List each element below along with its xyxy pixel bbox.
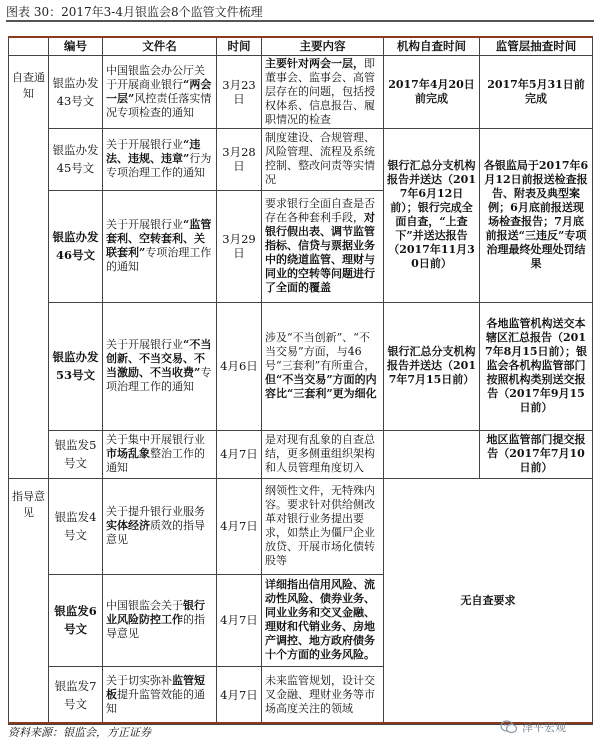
row-time: 4月7日 bbox=[217, 478, 262, 574]
row-name: 中国银监会办公厅关于开展商业银行“两会一层”风控责任落实情况专项检查的通知 bbox=[103, 55, 217, 128]
row-name: 关于开展银行业“监管套利、空转套利、关联套利”专项治理工作的通知 bbox=[103, 190, 217, 302]
row-name: 关于开展银行业“违法、违规、违章”行为专项治理工作的通知 bbox=[103, 128, 217, 190]
row-content: 主要针对两会一层，即董事会、监事会、高管层存在的问题，包括授权体系、信息报告、履职情况的检查 bbox=[262, 55, 384, 128]
shared-supervision-45-46: 各银监局于2017年6月12日前报送检查报告、附表及典型案例；6月底前报送现场检查报告；7月底前报送“三违反”专项治理最终处理处罚结果 bbox=[480, 128, 593, 302]
table-row bbox=[9, 128, 593, 190]
row-self-check-empty bbox=[384, 430, 480, 478]
row-time: 4月7日 bbox=[217, 430, 262, 478]
regulation-table bbox=[8, 36, 593, 725]
header-supervision: 监管层抽查时间 bbox=[480, 37, 593, 55]
row-content: 未来监管规划，设计交叉金融、理财业务等市场高度关注的领域 bbox=[262, 666, 384, 724]
header-category bbox=[9, 37, 49, 55]
row-supervision: 各地监管机构送交本辖区汇总报告（2017年8月15日前）；银监会各机构监管部门按照机构类别送交报告（2017年9月15日前） bbox=[480, 302, 593, 430]
row-name: 关于集中开展银行业市场乱象整治工作的通知 bbox=[103, 430, 217, 478]
watermark-text: 泽平宏观 bbox=[522, 721, 566, 734]
row-docno: 银监发4号文 bbox=[49, 478, 103, 574]
row-content: 是对现有乱象的自查总结，更多侧重组织架构和人员管理角度切入 bbox=[262, 430, 384, 478]
table-row bbox=[9, 302, 593, 430]
row-docno: 银监办发45号文 bbox=[49, 128, 103, 190]
row-name: 关于切实弥补监管短板提升监管效能的通知 bbox=[103, 666, 217, 724]
row-time: 3月29日 bbox=[217, 190, 262, 302]
header-content: 主要内容 bbox=[262, 37, 384, 55]
row-content: 制度建设、合规管理、风险管理、流程及系统控制、整改问责等实情况 bbox=[262, 128, 384, 190]
category-guidance: 指导意见 bbox=[9, 478, 49, 724]
source-note: 资料来源：银监会，方正证券 bbox=[8, 722, 592, 742]
row-time: 4月7日 bbox=[217, 666, 262, 724]
row-supervision: 2017年5月31日前完成 bbox=[480, 55, 593, 128]
category-self-check-notice: 自查通知 bbox=[9, 55, 49, 478]
row-self-check: 银行汇总分支机构报告并送达（2017年7月15日前） bbox=[384, 302, 480, 430]
table-row bbox=[9, 55, 593, 128]
row-name: 关于提升银行业服务实体经济质效的指导意见 bbox=[103, 478, 217, 574]
row-docno: 银监办发53号文 bbox=[49, 302, 103, 430]
figure-title: 图表 30：2017年3-4月银监会8个监管文件梳理 bbox=[6, 2, 594, 22]
row-docno: 银监办发46号文 bbox=[49, 190, 103, 302]
no-self-check-note: 无自查要求 bbox=[384, 478, 593, 724]
shared-self-check-45-46: 银行汇总分支机构报告并送达（2017年6月12日前）；银行完成全面自查，“上查下”并送达报告（2017年11月30日前） bbox=[384, 128, 480, 302]
row-content: 纲领性文件，无特殊内容。要求针对供给侧改革对银行业务提出要求，如禁止为僵尸企业放贷、开展市场化债转股等 bbox=[262, 478, 384, 574]
row-self-check: 2017年4月20日前完成 bbox=[384, 55, 480, 128]
row-content: 详细指出信用风险、流动性风险、债券业务、同业业务和交叉金融、理财和代销业务、房地产调控、地方政府债务十个方面的业务风险。 bbox=[262, 574, 384, 666]
row-docno: 银监发6号文 bbox=[49, 574, 103, 666]
row-docno: 银监发5号文 bbox=[49, 430, 103, 478]
wechat-icon bbox=[500, 719, 518, 735]
row-time: 4月6日 bbox=[217, 302, 262, 430]
row-name: 关于开展银行业“不当创新、不当交易、不当激励、不当收费”专项治理工作的通知 bbox=[103, 302, 217, 430]
row-docno: 银监办发43号文 bbox=[49, 55, 103, 128]
row-docno: 银监发7号文 bbox=[49, 666, 103, 724]
row-content: 要求银行全面自查是否存在各种套利手段，对银行假出表、调节监管指标、信贷与票据业务中的绕道监管、理财与同业的空转等问题进行了全面的覆盖 bbox=[262, 190, 384, 302]
table-row bbox=[9, 430, 593, 478]
row-time: 4月7日 bbox=[217, 574, 262, 666]
header-name: 文件名 bbox=[103, 37, 217, 55]
header-self-check: 机构自查时间 bbox=[384, 37, 480, 55]
table-row bbox=[9, 478, 593, 574]
row-time: 3月28日 bbox=[217, 128, 262, 190]
table-header-row bbox=[9, 37, 593, 55]
header-time: 时间 bbox=[217, 37, 262, 55]
watermark bbox=[500, 716, 596, 738]
row-time: 3月23日 bbox=[217, 55, 262, 128]
row-content: 涉及“不当创新”、“不当交易”方面，与46号“三套利”有所重合，但“不当交易”方面的内容比“三套利”更为细化 bbox=[262, 302, 384, 430]
row-name: 中国银监会关于银行业风险防控工作的指导意见 bbox=[103, 574, 217, 666]
row-supervision: 地区监管部门提交报告（2017年7月10日前） bbox=[480, 430, 593, 478]
header-docno: 编号 bbox=[49, 37, 103, 55]
